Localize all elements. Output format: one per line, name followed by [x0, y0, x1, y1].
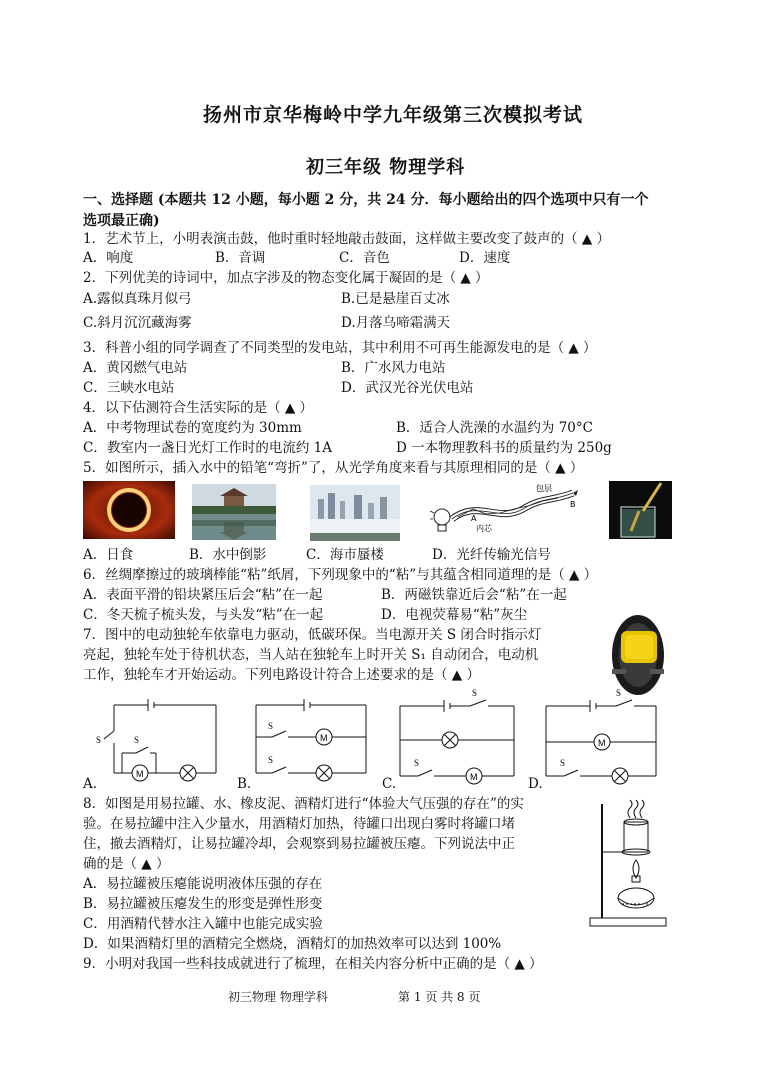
circuit-a-switch-s1: S: [134, 735, 140, 745]
q5-option-d: D．光纤传输光信号: [432, 547, 551, 563]
circuit-option-c: C.: [382, 776, 397, 792]
circuit-b-switch-s: S: [268, 721, 274, 731]
circuit-option-a: A.: [83, 776, 98, 792]
q2-option-b: B.已是悬崖百丈冰: [341, 291, 450, 307]
circuit-c-switch-s: S: [472, 688, 478, 698]
q1-option-c: C．音色: [339, 250, 390, 266]
circuit-option-b: B.: [237, 776, 252, 792]
can-heating-apparatus: [588, 800, 670, 930]
q2-option-c: C.斜月沉沉藏海雾: [83, 315, 192, 331]
circuit-d: [542, 686, 672, 786]
water-reflection-photo: [192, 484, 276, 540]
circuit-a: [92, 697, 222, 787]
question-9-stem: 9．小明对我国一些科技成就进行了梳理，在相关内容分析中正确的是（ ▲ ）: [83, 956, 543, 972]
q3-option-b: B．广水风力电站: [341, 360, 446, 376]
question-8-line4: 确的是（ ▲ ）: [83, 856, 170, 872]
q1-option-d: D．速度: [459, 250, 511, 266]
q8-option-b: B．易拉罐被压瘪发生的形变是弹性形变: [83, 896, 323, 912]
q5-option-a: A．日食: [83, 547, 134, 563]
q3-option-c: C．三峡水电站: [83, 380, 175, 396]
question-8-line3: 住，撤去酒精灯，让易拉罐冷却，会观察到易拉罐被压瘪。下列说法中正: [83, 836, 515, 852]
question-8-line1: 8．如图是用易拉罐、水、橡皮泥、酒精灯进行“体验大气压强的存在”的实: [83, 796, 524, 812]
question-2-stem: 2．下列优美的诗词中，加点字涉及的物态变化属于凝固的是（ ▲ ）: [83, 270, 489, 286]
footer-page-number: 第 1 页 共 8 页: [398, 990, 481, 1004]
q6-option-b: B．两磁铁靠近后会“粘”在一起: [381, 587, 567, 603]
circuit-c-motor: M: [470, 772, 478, 782]
fiber-layer-label: 包层: [536, 484, 552, 493]
q2-option-a: A.露似真珠月似弓: [83, 291, 192, 307]
q8-option-d: D．如果酒精灯里的酒精完全燃烧，酒精灯的加热效率可以达到 100%: [83, 936, 502, 952]
q3-option-d: D．武汉光谷光伏电站: [341, 380, 474, 396]
solar-eclipse-photo: [83, 481, 175, 539]
exam-title: 扬州市京华梅岭中学九年级第三次模拟考试: [203, 104, 584, 126]
question-7-line1: 7．图中的电动独轮车依靠电力驱动，低碳环保。当电源开关 S 闭合时指示灯: [83, 627, 542, 643]
circuit-option-d: D.: [528, 776, 543, 792]
q4-option-c: C．教室内一盏日光灯工作时的电流约 1A: [83, 440, 332, 456]
q1-option-a: A．响度: [83, 250, 134, 266]
question-5-stem: 5．如图所示，插入水中的铅笔“弯折”了，从光学角度来看与其原理相同的是（ ▲ ）: [83, 460, 584, 476]
pencil-in-water-photo: [609, 481, 672, 539]
fiber-point-b-label: B: [570, 500, 576, 509]
q1-option-b: B．音调: [215, 250, 266, 266]
electric-unicycle-photo: [607, 609, 669, 697]
circuit-b-motor: M: [320, 733, 328, 743]
fiber-core-label: 内芯: [476, 524, 492, 533]
q8-option-a: A．易拉罐被压瘪能说明液体压强的存在: [83, 876, 323, 892]
circuit-d-switch-s1: S: [560, 758, 566, 768]
q4-option-d: D 一本物理教科书的质量约为 250g: [396, 440, 612, 456]
question-4-stem: 4．以下估测符合生活实际的是（ ▲ ）: [83, 400, 314, 416]
q5-option-b: B．水中倒影: [189, 547, 267, 563]
question-1-stem: 1．艺术节上，小明表演击鼓，他时重时轻地敲击鼓面，这样做主要改变了鼓声的（ ▲ ）: [83, 231, 611, 247]
question-3-stem: 3．科普小组的同学调查了不同类型的发电站，其中利用不可再生能源发电的是（ ▲ ）: [83, 340, 597, 356]
q6-option-a: A．表面平滑的铅块紧压后会“粘”在一起: [83, 587, 323, 603]
mirage-photo: [310, 485, 400, 541]
q2-option-d: D.月落乌啼霜满天: [341, 315, 451, 331]
circuit-a-motor: M: [136, 769, 144, 779]
footer-subject: 初三物理 物理学科: [228, 990, 328, 1004]
circuit-d-switch-s: S: [616, 688, 622, 698]
circuit-c: [396, 686, 526, 786]
section-heading: 一、选择题 (本题共 12 小题，每小题 2 分，共 24 分．每小题给出的四个选项中只有一个: [83, 192, 649, 208]
q6-option-c: C．冬天梳子梳头发，与头发“粘”在一起: [83, 607, 324, 623]
question-6-stem: 6．丝绸摩擦过的玻璃棒能“粘”纸屑，下列现象中的“粘”与其蕴含相同道理的是（ ▲ ）: [83, 567, 598, 583]
circuit-d-motor: M: [598, 738, 606, 748]
circuit-b-switch-s1: S: [268, 755, 274, 765]
q8-option-c: C．用酒精代替水注入罐中也能完成实验: [83, 916, 323, 932]
question-8-line2: 验。在易拉罐中注入少量水，用酒精灯加热，待罐口出现白雾时将罐口堵: [83, 816, 515, 832]
section-heading-cont: 选项最正确): [83, 213, 160, 229]
circuit-c-switch-s1: S: [414, 758, 420, 768]
circuit-a-switch-s: S: [96, 735, 102, 745]
question-7-line2: 亮起，独轮车处于待机状态，当人站在独轮车上时开关 S₁ 自动闭合，电动机: [83, 647, 539, 663]
question-7-line3: 工作，独轮车才开始运动。下列电路设计符合上述要求的是（ ▲ ）: [83, 667, 480, 683]
q3-option-a: A．黄冈燃气电站: [83, 360, 188, 376]
q4-option-b: B．适合人洗澡的水温约为 70°C: [396, 420, 593, 436]
circuit-b: [246, 697, 376, 787]
optical-fiber-diagram: [428, 479, 588, 541]
exam-subtitle: 初三年级 物理学科: [306, 157, 466, 178]
fiber-point-a-label: A: [471, 514, 477, 523]
q6-option-d: D．电视荧幕易“粘”灰尘: [381, 607, 528, 623]
q4-option-a: A．中考物理试卷的宽度约为 30mm: [83, 420, 302, 436]
q5-option-c: C．海市蜃楼: [306, 547, 384, 563]
